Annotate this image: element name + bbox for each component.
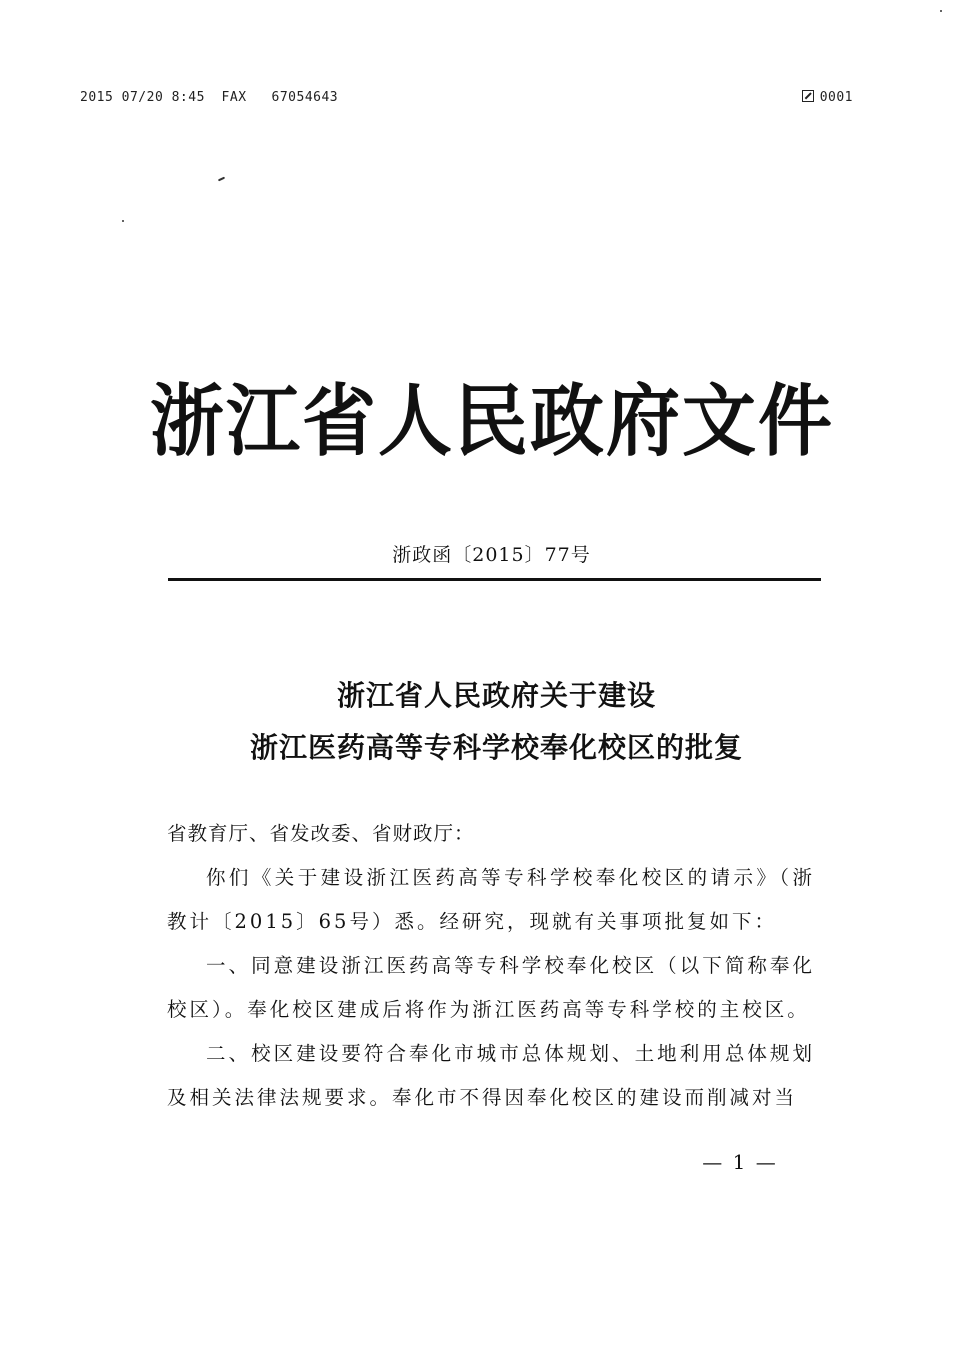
issuer-title: 浙江省人民政府文件: [150, 376, 834, 468]
subject-line: 浙江医药高等专科学校奉化校区的批复: [249, 731, 743, 764]
document-number: 浙政函〔2015〕77号: [392, 544, 591, 566]
scan-speck: [218, 177, 225, 182]
salutation: 省教育厅、省发改委、省财政厅：: [167, 822, 475, 845]
body-paragraph: 你们《关于建设浙江医药高等专科学校奉化校区的请示》（浙教计〔2015〕65号）悉。经研究，现就有关事项批复如下：: [167, 866, 815, 933]
header-divider: [168, 578, 821, 581]
page-number: — 1 —: [702, 1150, 778, 1174]
body-paragraph: 一、同意建设浙江医药高等专科学校奉化校区（以下简称奉化校区）。奉化校区建成后将作为浙江医药高等专科学校的主校区。: [167, 954, 815, 1021]
document-subject: [150, 670, 843, 774]
scan-speck: [122, 220, 124, 222]
checkbox-icon: [802, 90, 814, 102]
fax-transmission-info: 2015 07/20 8:45 FAX 67054643: [80, 90, 339, 105]
scan-speck: [940, 10, 942, 12]
subject-line: 浙江省人民政府关于建设: [336, 679, 656, 712]
fax-page-counter: [802, 90, 853, 105]
fax-header: [80, 90, 853, 108]
body-paragraph: 二、校区建设要符合奉化市城市总体规划、土地利用总体规划及相关法律法规要求。奉化市不得因奉化校区的建设而削减对当: [167, 1042, 815, 1109]
document-body: [167, 812, 815, 1120]
fax-page-number: 0001: [819, 90, 853, 105]
